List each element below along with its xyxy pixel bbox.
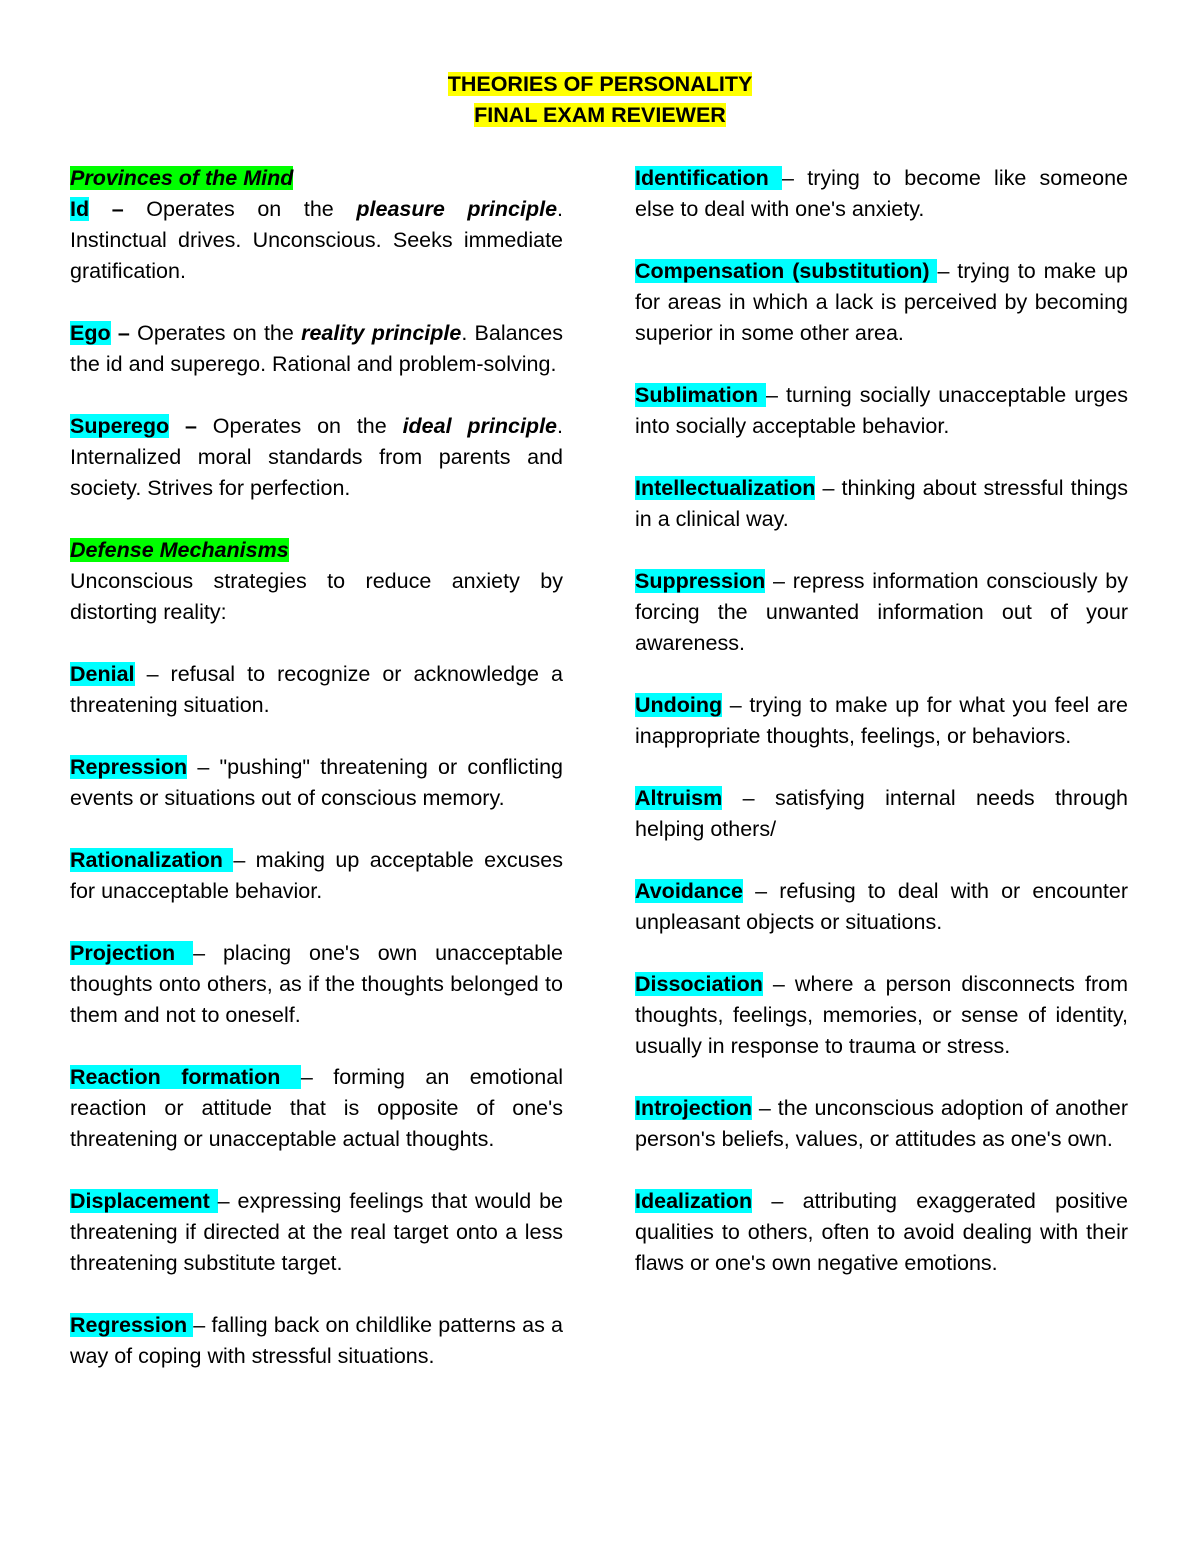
term-block-ego xyxy=(70,318,563,380)
document-header xyxy=(0,69,1200,131)
definition-text: – expressing feelings that would be threatening if directed at the real target onto a less threatening substitute target. xyxy=(70,1189,563,1275)
term-label: Avoidance xyxy=(635,879,743,903)
term-ego: Ego xyxy=(70,321,111,345)
term-block xyxy=(635,163,1128,225)
definition-text: Operates on the xyxy=(212,414,403,438)
term-label: Displacement xyxy=(70,1189,218,1213)
term-label: Sublimation xyxy=(635,383,767,407)
definition-text: – turning socially unacceptable urges into socially acceptable behavior. xyxy=(635,383,1128,438)
definition-text: – trying to make up for areas in which a lack is perceived by becoming superior in some other area. xyxy=(635,259,1128,345)
term-block xyxy=(635,690,1128,752)
definition-text: – satisfying internal needs through helping others/ xyxy=(635,786,1128,841)
definition-text: – the unconscious adoption of another person's beliefs, values, or attitudes as one's own. xyxy=(635,1096,1128,1151)
term-block xyxy=(635,380,1128,442)
term-block xyxy=(70,1062,563,1155)
section-title-provinces: Provinces of the Mind xyxy=(70,166,294,190)
right-column xyxy=(635,163,1128,1310)
term-label: Introjection xyxy=(635,1096,753,1120)
term-block xyxy=(70,659,563,721)
definition-text: – refusing to deal with or encounter unpleasant objects or situations. xyxy=(635,879,1128,934)
term-block xyxy=(70,752,563,814)
term-superego: Superego xyxy=(70,414,170,438)
section-title-defense: Defense Mechanisms xyxy=(70,538,289,562)
term-label: Suppression xyxy=(635,569,766,593)
term-id: Id xyxy=(70,197,90,221)
document-title: THEORIES OF PERSONALITY xyxy=(447,72,753,96)
definition-text: Operates on the xyxy=(146,197,357,221)
term-block-id xyxy=(70,194,563,287)
term-block xyxy=(70,938,563,1031)
term-label: Projection xyxy=(70,941,194,965)
term-label: Altruism xyxy=(635,786,723,810)
definition-text: – refusal to recognize or acknowledge a threatening situation. xyxy=(70,662,563,717)
term-block xyxy=(635,876,1128,938)
term-label: Dissociation xyxy=(635,972,763,996)
term-block xyxy=(635,1186,1128,1279)
term-label: Idealization xyxy=(635,1189,753,1213)
term-block xyxy=(635,783,1128,845)
term-block xyxy=(635,969,1128,1062)
term-dash: – xyxy=(110,321,138,345)
term-label: Reaction formation xyxy=(70,1065,301,1089)
definition-text: – trying to make up for what you feel are inappropriate thoughts, feelings, or behaviors. xyxy=(635,693,1128,748)
document-subtitle: FINAL EXAM REVIEWER xyxy=(474,103,726,127)
term-label: Repression xyxy=(70,755,188,779)
term-block xyxy=(70,1186,563,1279)
defense-heading-block xyxy=(70,535,563,566)
term-dash: – xyxy=(169,414,213,438)
definition-text: – making up acceptable excuses for unacceptable behavior. xyxy=(70,848,563,903)
definition-text: – thinking about stressful things in a clinical way. xyxy=(635,476,1128,531)
definition-text: – trying to become like someone else to deal with one's anxiety. xyxy=(635,166,1129,221)
key-phrase: reality principle xyxy=(301,321,462,345)
definition-text: – falling back on childlike patterns as a way of coping with stressful situations. xyxy=(70,1313,563,1368)
provinces-heading-block xyxy=(70,163,563,194)
term-label: Rationalization xyxy=(70,848,234,872)
term-block xyxy=(70,1310,563,1372)
term-block xyxy=(635,256,1128,349)
term-block xyxy=(70,845,563,907)
term-label: Denial xyxy=(70,662,135,686)
definition-text: – placing one's own unacceptable thoughts onto others, as if the thoughts belonged to them and not to oneself. xyxy=(70,941,563,1027)
key-phrase: ideal principle xyxy=(402,414,557,438)
key-phrase: pleasure principle xyxy=(356,197,558,221)
definition-text: . Internalized moral standards from parents and society. Strives for perfection. xyxy=(70,414,563,500)
term-block xyxy=(635,566,1128,659)
term-block xyxy=(635,1093,1128,1155)
definition-text: – forming an emotional reaction or attitude that is opposite of one's threatening or unacceptable actual thoughts. xyxy=(70,1065,563,1151)
term-label: Compensation (substitution) xyxy=(635,259,938,283)
definition-text: Operates on the xyxy=(137,321,302,345)
term-label: Identification xyxy=(635,166,783,190)
term-block xyxy=(635,473,1128,535)
definition-text: – where a person disconnects from thoughts, feelings, memories, or sense of identity, usually in response to trauma or stress. xyxy=(635,972,1128,1058)
term-label: Intellectualization xyxy=(635,476,816,500)
term-dash: – xyxy=(89,197,147,221)
definition-text: – repress information consciously by forcing the unwanted information out of your awareness. xyxy=(635,569,1128,655)
definition-text: – attributing exaggerated positive qualities to others, often to avoid dealing with their flaws or one's own negative emotions. xyxy=(635,1189,1128,1275)
defense-intro: Unconscious strategies to reduce anxiety by distorting reality: xyxy=(70,569,563,624)
left-column xyxy=(70,163,563,1403)
term-label: Undoing xyxy=(635,693,723,717)
definition-text: . Balances the id and superego. Rational and problem-solving. xyxy=(70,321,563,376)
term-block-superego xyxy=(70,411,563,504)
definition-text: – "pushing" threatening or conflicting events or situations out of conscious memory. xyxy=(70,755,563,810)
term-label: Regression xyxy=(70,1313,194,1337)
definition-text: . Instinctual drives. Unconscious. Seeks immediate gratification. xyxy=(70,197,564,283)
